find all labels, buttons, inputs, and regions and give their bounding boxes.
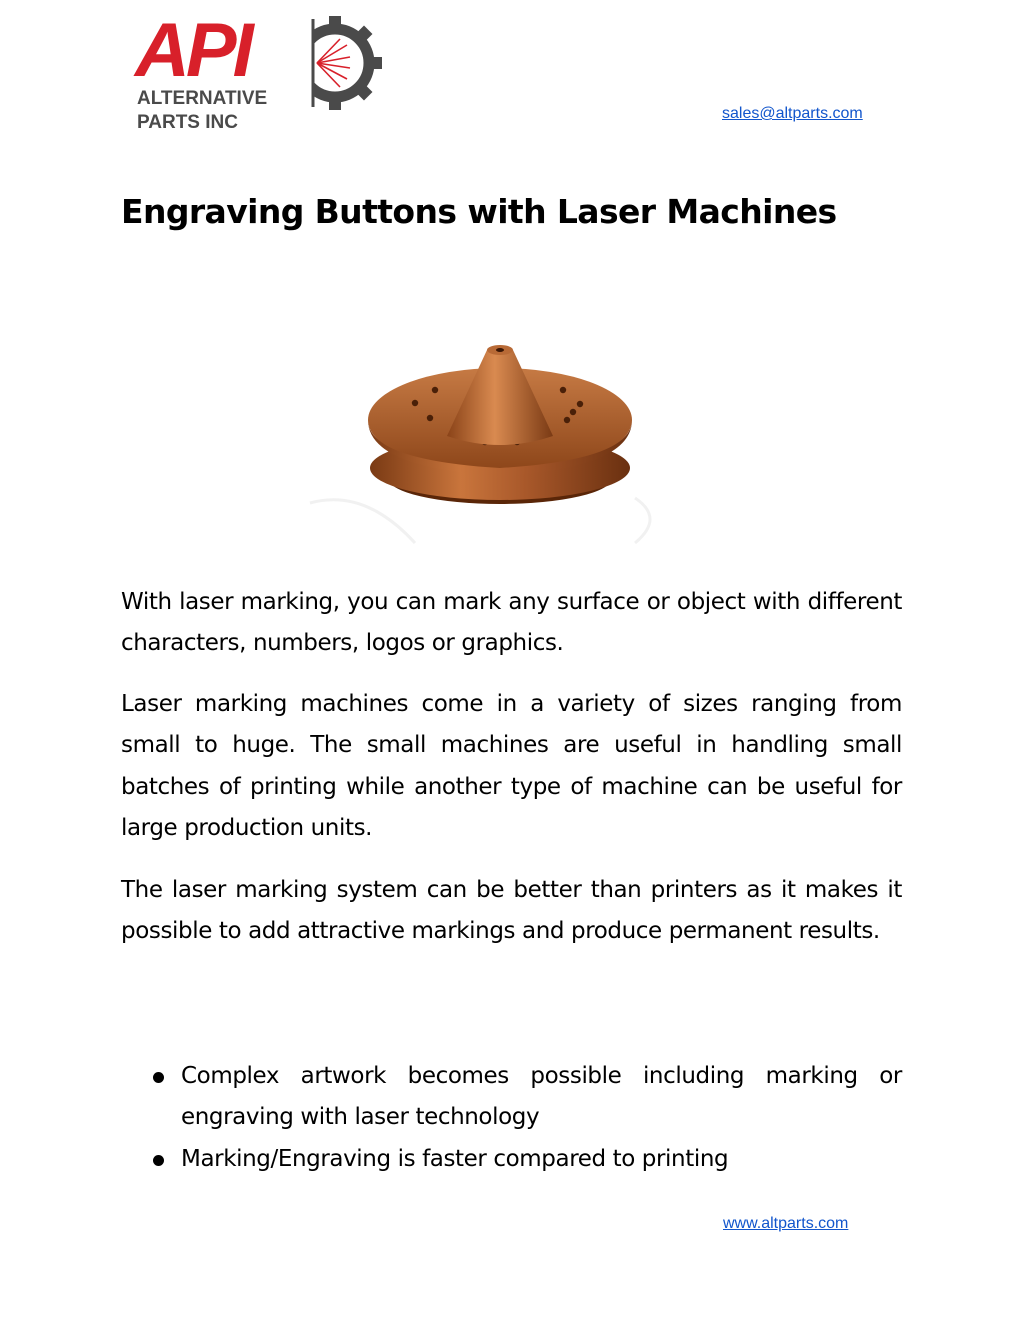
website-link[interactable]: www.altparts.com (723, 1215, 849, 1232)
bullet-icon (153, 1072, 164, 1083)
email-link[interactable]: sales@altparts.com (722, 105, 863, 122)
company-logo (135, 8, 375, 133)
logo-line2: PARTS INC (137, 112, 238, 133)
gear-icon (285, 13, 382, 113)
bullet-list (121, 1056, 902, 1180)
logo-line1: ALTERNATIVE (137, 88, 268, 109)
logo-mark: API (135, 8, 250, 93)
nozzle-photo (305, 308, 850, 553)
list-item (121, 1056, 902, 1139)
bullet-icon (153, 1155, 164, 1166)
list-item (121, 1139, 902, 1180)
list-item-text: Marking/Engraving is faster compared to printing (181, 1145, 729, 1172)
paragraph: With laser marking, you can mark any surface or object with different characters, numbers, logos or graphics. (121, 589, 902, 657)
paragraph: Laser marking machines come in a variety of sizes ranging from small to huge. The small machines are useful in handling small batches of printing while another type of machine can be useful for large production units. (121, 691, 902, 842)
page-title: Engraving Buttons with Laser Machines (121, 192, 837, 231)
paragraph: The laser marking system can be better than printers as it makes it possible to add attractive markings and produce permanent results. (121, 877, 902, 945)
list-item-text: Complex artwork becomes possible including marking or engraving with laser technology (181, 1063, 902, 1131)
